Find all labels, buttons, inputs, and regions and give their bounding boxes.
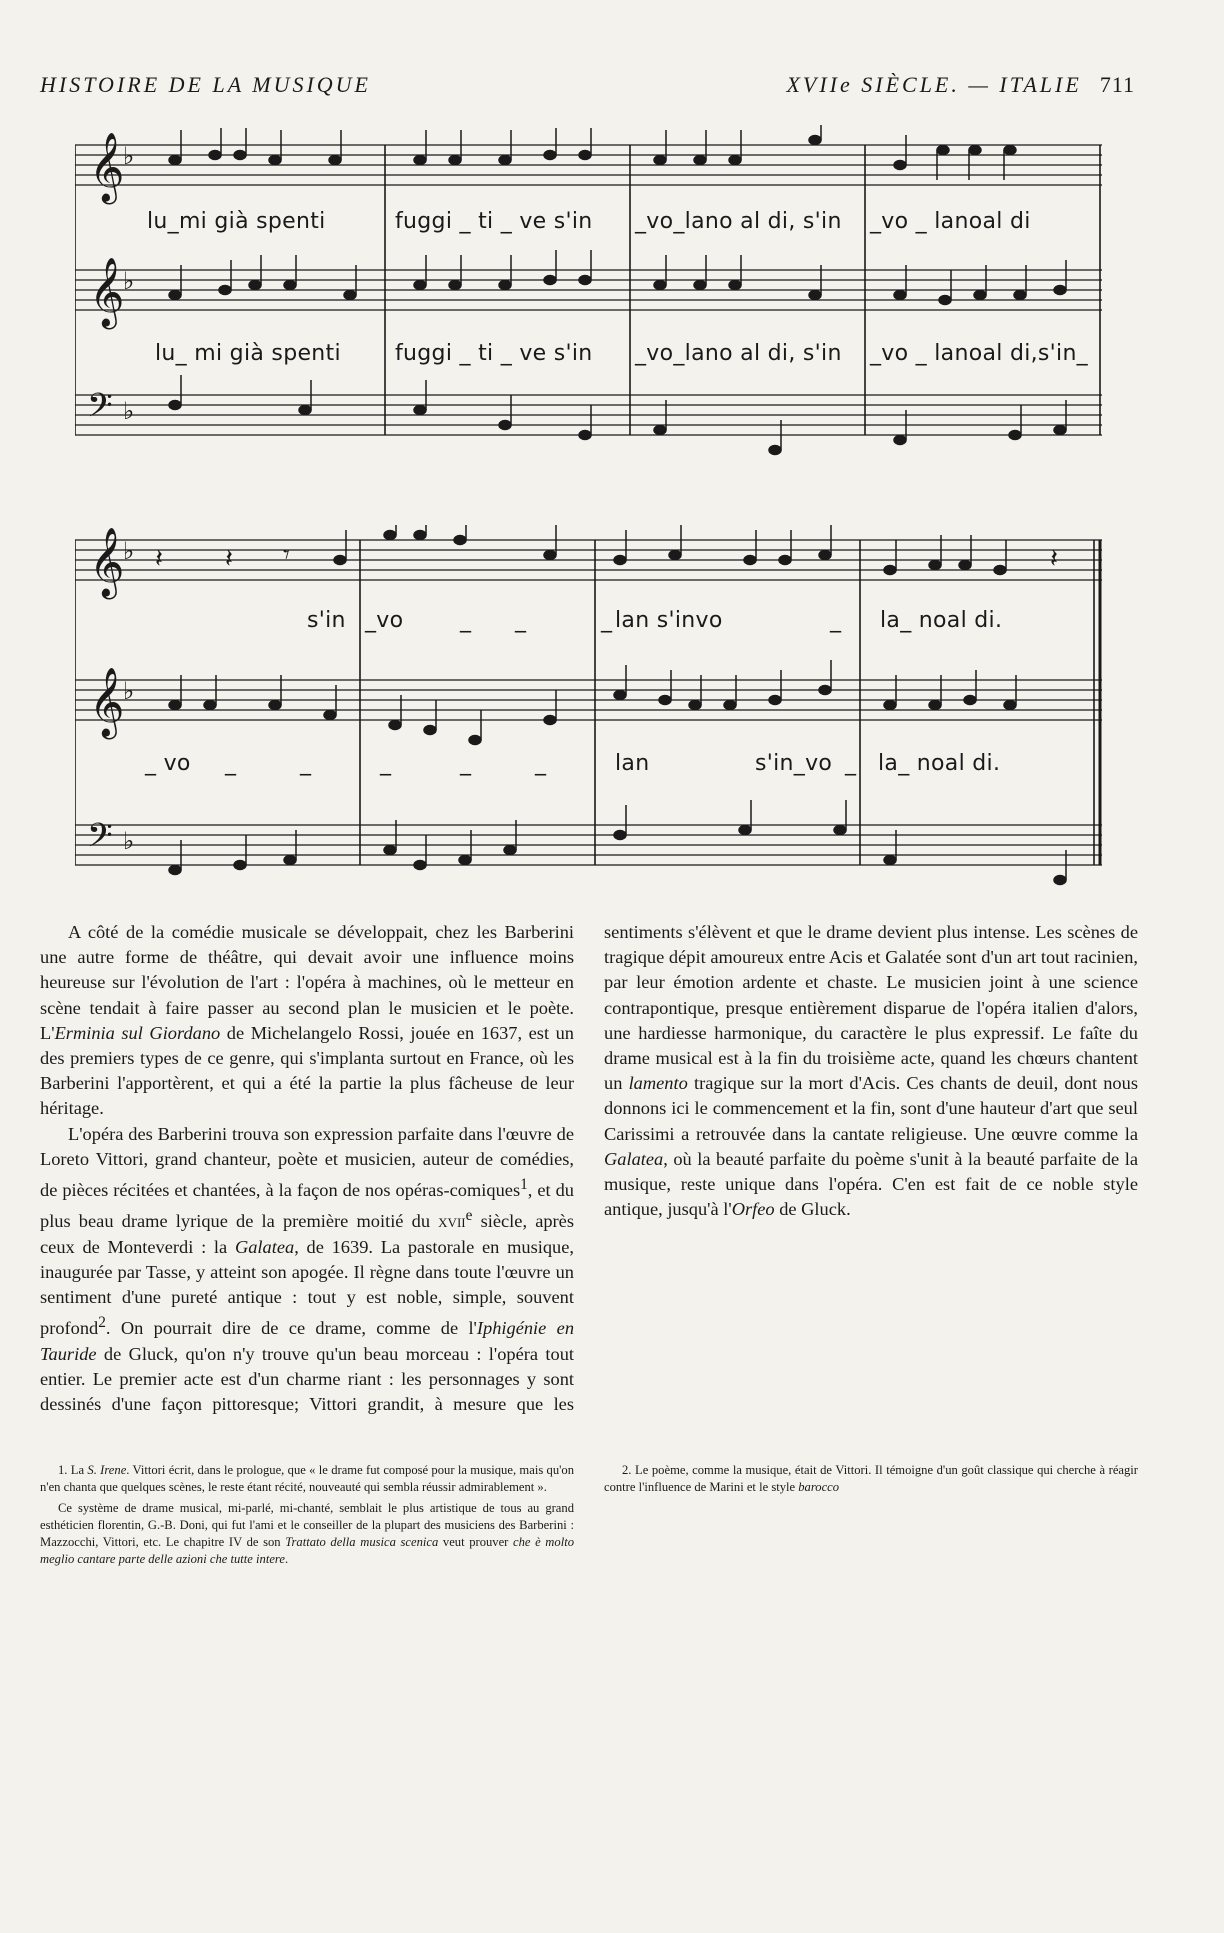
lyric-s1-mid-2: fuggi _ ti _ ve s'in xyxy=(395,341,593,366)
flat-icon: ♭ xyxy=(123,539,135,565)
lyric-s2-mid-10: la_ noal di. xyxy=(878,751,1001,776)
lyric-s2-mid-7: lan xyxy=(615,751,650,776)
music-score-system-1 xyxy=(75,125,1102,480)
bass-clef-icon: 𝄢 xyxy=(87,817,113,863)
footnotes xyxy=(40,1462,1138,1602)
running-head xyxy=(40,72,1135,102)
notes-bass xyxy=(169,800,1066,885)
lyric-s2-mid-6: _ xyxy=(535,751,547,776)
notes-staff-1 xyxy=(169,125,1016,180)
treble-clef-icon: 𝄞 xyxy=(89,527,125,597)
lyric-s1-top-2: fuggi _ ti _ ve s'in xyxy=(395,209,593,234)
lyric-s1-mid-3: _vo_lano al di, s'in xyxy=(635,341,842,366)
rests xyxy=(155,540,1058,574)
running-head-section xyxy=(786,72,1135,98)
flat-icon: ♭ xyxy=(123,399,135,425)
svg-text:𝄽: 𝄽 xyxy=(155,544,163,574)
paragraph-2: L'opéra des Barberini trouva son expression parfaite dans l'œuvre de Loreto Vittori, grand chanteur, poète et musicien, auteur de comédies, de pièces récitées et chantées, à la façon de nos opéras-comiques$^1$, et du plus beau drame lyrique de la première moitié du xvii$^e$ siècle, après ceux de Monteverdi : la Galatea, de 1639. La pastorale en musique, inaugurée par Tasse, y atteint son apogée. Il règne dans toute l'œuvre un sentiment d'une pureté antique : tout y est noble, simple, souvent profond$^2$. On pourrait dire de ce drame, comme de l'Iphigénie en Tauride de Gluck, qu'on n'y trouve qu'un beau morceau : l'opéra tout entier. Le premier acte est d'un charme riant : les personnages y sont dessinés d'une façon pittoresque; Vittori grandit, à mesure que les sentiments s'élèvent et que le drame devient plus intense. Les scènes de tragique dépit amoureux entre Acis et Galatée sont d'un art tout racinien, par leur émotion ardente et chaste. Le musicien joint à une science contrapontique, presque entièrement disparue de l'opéra italien d'alors, une hardiesse harmonique, du caractère le plus expressif. Le faîte du drame musical est à la fin du troisième acte, quand les chœurs chantent un lamento tragique sur la mort d'Acis. Ces chants de deuil, dont nous donnons ici le commencement et la fin, sont d'une hauteur d'art que seul Carissimi a retrouvée dans la cantate religieuse. Une œuvre comme la Galatea, où la beauté parfaite du poème s'unit à la beauté parfaite de la musique, reste unique dans l'opéra. C'en est fait de ce noble style antique, jusqu'à l'Orfeo de Gluck. xyxy=(40,922,1138,1415)
lyric-s2-mid-3: _ xyxy=(300,751,312,776)
lyric-s2-mid-5: _ xyxy=(460,751,472,776)
lyric-s2-mid-2: _ xyxy=(225,751,237,776)
score-system-1-svg xyxy=(75,125,1102,480)
svg-text:𝄾: 𝄾 xyxy=(283,540,290,570)
notes-staff-2 xyxy=(169,660,1016,745)
lyric-s2-mid-9: _ xyxy=(845,751,857,776)
bass-clef-icon: 𝄢 xyxy=(87,387,113,433)
section-title: XVIIe SIÈCLE. — ITALIE xyxy=(786,72,1082,97)
lyric-s2-mid-4: _ xyxy=(380,751,392,776)
lyric-s2-top-5: _ xyxy=(601,608,613,633)
flat-icon: ♭ xyxy=(123,144,135,170)
lyric-s1-mid-4: _vo _ lanoal di,s'in_ xyxy=(870,341,1088,366)
footnote-ref-1[interactable]: 1 xyxy=(520,1176,528,1194)
score-system-2-svg xyxy=(75,525,1102,890)
staff-treble-2 xyxy=(75,680,1102,720)
lyric-s2-top-7: _ xyxy=(830,608,842,633)
body-text xyxy=(40,920,1138,1435)
svg-text:𝄽: 𝄽 xyxy=(1050,544,1058,574)
footnote-ref-2[interactable]: 2 xyxy=(98,1314,106,1332)
flat-icon: ♭ xyxy=(123,679,135,705)
staff-bass xyxy=(75,825,1102,865)
paragraph-1: A côté de la comédie musicale se développait, chez les Barberini une autre forme de théâtre, qui devait avoir une influence moins heureuse sur l'évolution de l'art : l'opéra à machines, où le metteur en scène tendait à faire passer au second plan le musicien et le poète. L'Erminia sul Giordano de Michelangelo Rossi, jouée en 1637, est un des premiers types de ce genre, qui s'implanta surtout en France, où les Barberini l'apportèrent, et qui a été la partie la plus fâcheuse de leur héritage. xyxy=(40,922,574,1119)
page-number: 711 xyxy=(1099,72,1135,97)
lyric-s2-top-8: la_ noal di. xyxy=(880,608,1003,633)
treble-clef-icon: 𝄞 xyxy=(89,132,125,202)
lyric-s1-mid-1: lu_ mi già spenti xyxy=(155,341,341,366)
staff-bass xyxy=(75,395,1102,435)
footnote-2: 2. Le poème, comme la musique, était de Vittori. Il témoigne d'un goût classique qui cherche à réagir contre l'influence de Marini et le style barocco xyxy=(604,1463,1138,1494)
lyric-s2-top-2: _vo xyxy=(365,608,404,633)
flat-icon: ♭ xyxy=(123,829,135,855)
running-head-title: HISTOIRE DE LA MUSIQUE xyxy=(40,72,371,97)
notes-staff-2 xyxy=(169,250,1066,305)
lyric-s1-top-4: _vo _ lanoal di xyxy=(870,209,1031,234)
treble-clef-icon: 𝄞 xyxy=(89,257,125,327)
lyric-s2-top-4: _ xyxy=(515,608,527,633)
lyric-s2-mid-8: s'in_vo xyxy=(755,751,833,776)
svg-text:𝄽: 𝄽 xyxy=(225,544,233,574)
music-score-system-2 xyxy=(75,525,1102,890)
lyric-s1-top-1: lu_mi già spenti xyxy=(147,209,326,234)
lyric-s1-top-3: _vo_lano al di, s'in xyxy=(635,209,842,234)
lyric-s2-top-3: _ xyxy=(460,608,472,633)
lyric-s2-top-6: lan s'invo xyxy=(615,608,723,633)
lyric-s2-mid-1: _ vo xyxy=(145,751,191,776)
footnote-1-continued: Ce système de drame musical, mi-parlé, mi-chanté, semblait le plus artistique de tous au grand esthéticien florentin, G.-B. Doni, qui fut l'ami et le conseiller de la plupart des musiciens des Barberini : Mazzocchi, Vittori, etc. Le chapitre IV de son Trattato della musica scenica veut prouver che è molto meglio cantare parte delle azioni che tutte intere. xyxy=(40,1501,574,1566)
treble-clef-icon: 𝄞 xyxy=(89,667,125,737)
lyric-s2-top-1: s'in xyxy=(307,608,346,633)
footnote-1: 1. La S. Irene. Vittori écrit, dans le prologue, que « le drame fut composé pour la musique, mais qu'on n'en chanta que quelques scènes, le reste étant récité, nouveauté qui sembla réussir admirablement ». xyxy=(40,1463,575,1494)
flat-icon: ♭ xyxy=(123,269,135,295)
